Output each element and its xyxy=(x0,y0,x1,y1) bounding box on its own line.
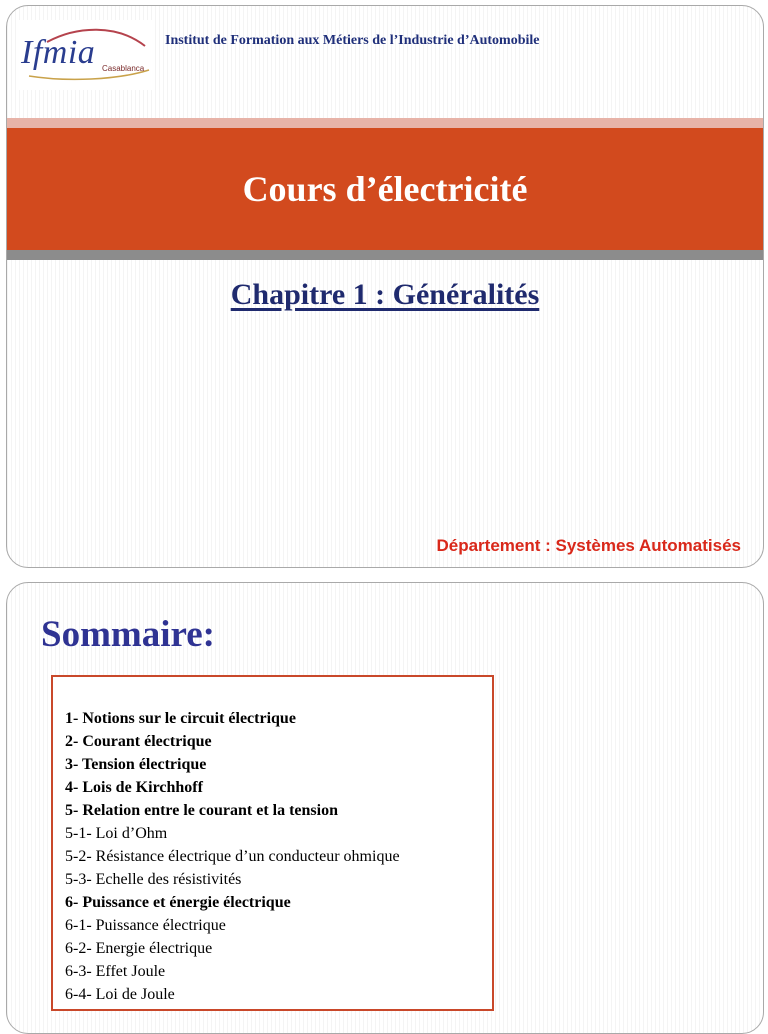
ifmia-logo xyxy=(17,20,153,90)
title-band xyxy=(7,128,763,250)
institute-name: Institut de Formation aux Métiers de l’Industrie d’Automobile xyxy=(165,33,540,48)
slide-header xyxy=(7,6,763,118)
table-of-contents xyxy=(51,675,494,1011)
toc-item: 5-3- Echelle des résistivités xyxy=(65,871,242,888)
toc-item: 2- Courant électrique xyxy=(65,733,212,750)
summary-slide xyxy=(6,582,764,1034)
toc-item: 5- Relation entre le courant et la tension xyxy=(65,802,338,819)
title-slide xyxy=(6,5,764,568)
toc-item: 6-3- Effet Joule xyxy=(65,963,166,980)
band-bottom-stripe xyxy=(7,250,763,260)
toc-item: 1- Notions sur le circuit électrique xyxy=(65,710,296,727)
logo-text: Ifmia xyxy=(21,34,96,71)
toc-item: 5-1- Loi d’Ohm xyxy=(65,825,168,842)
toc-item: 6-2- Energie électrique xyxy=(65,940,213,957)
course-title: Cours d’électricité xyxy=(242,169,528,209)
toc-item: 4- Lois de Kirchhoff xyxy=(65,779,203,796)
toc-item: 6-1- Puissance électrique xyxy=(65,917,226,934)
band-top-stripe xyxy=(7,118,763,128)
toc-item: 3- Tension électrique xyxy=(65,756,207,773)
toc-list xyxy=(65,707,400,1006)
chapter-title: Chapitre 1 : Généralités xyxy=(230,278,540,311)
logo-subtext: Casablanca xyxy=(102,64,145,73)
toc-item: 6- Puissance et énergie électrique xyxy=(65,894,291,911)
toc-item: 6-4- Loi de Joule xyxy=(65,986,175,1003)
summary-heading: Sommaire: xyxy=(41,614,215,655)
department-label: Département : Systèmes Automatisés xyxy=(436,536,741,555)
toc-item: 5-2- Résistance électrique d’un conducteur ohmique xyxy=(65,848,400,865)
